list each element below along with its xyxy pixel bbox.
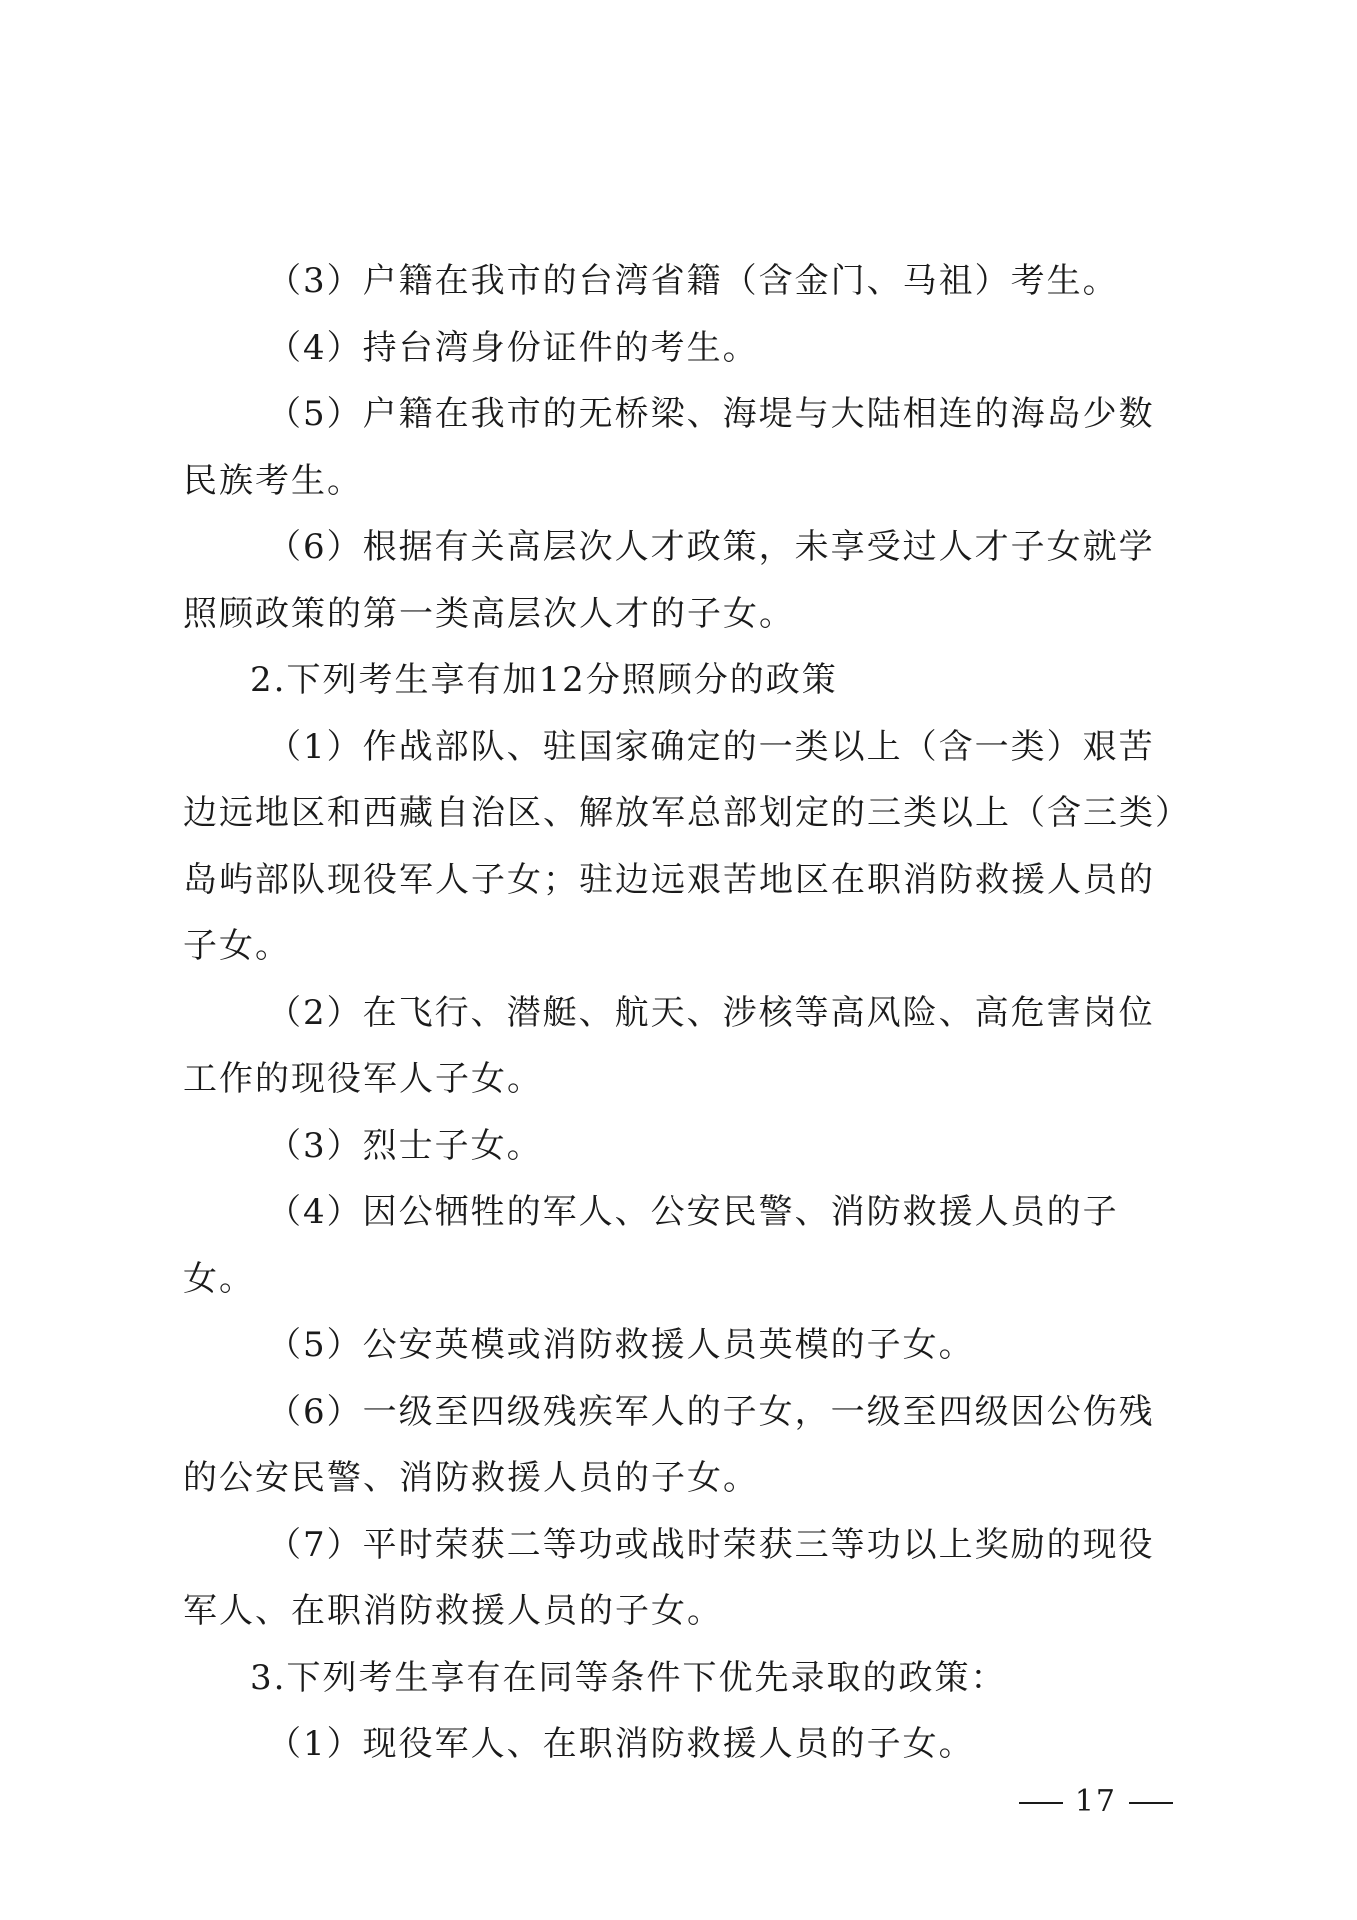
- paragraph-item-2-4: （4）因公牺牲的军人、公安民警、消防救援人员的子女。: [183, 1192, 1119, 1299]
- paragraph-item-3-1: （1）现役军人、在职消防救援人员的子女。: [267, 1724, 975, 1764]
- page-number-dash-right: [1129, 1802, 1173, 1804]
- document-body: [183, 248, 1183, 1778]
- page-number-footer: [0, 1784, 1357, 1819]
- paragraph-item-2-6: （6）一级至四级残疾军人的子女，一级至四级因公伤残的公安民警、消防救援人员的子女。: [183, 1391, 1155, 1498]
- paragraph-item-5: （5）户籍在我市的无桥梁、海堤与大陆相连的海岛少数民族考生。: [183, 394, 1155, 501]
- section-heading-3: 3.下列考生享有在同等条件下优先录取的政策：: [250, 1657, 1007, 1698]
- page-number-dash-left: [1019, 1802, 1063, 1804]
- paragraph-item-2-2: （2）在飞行、潜艇、航天、涉核等高风险、高危害岗位工作的现役军人子女。: [183, 992, 1155, 1099]
- paragraph-item-2-7: （7）平时荣获二等功或战时荣获三等功以上奖励的现役军人、在职消防救援人员的子女。: [183, 1524, 1155, 1631]
- section-heading-2: 2.下列考生享有加12分照顾分的政策: [250, 660, 838, 700]
- paragraph-item-2-1: （1）作战部队、驻国家确定的一类以上（含一类）艰苦边远地区和西藏自治区、解放军总部划定的三类以上（含三类）岛屿部队现役军人子女；驻边远艰苦地区在职消防救援人员的子女。: [183, 726, 1174, 966]
- paragraph-item-2-5: （5）公安英模或消防救援人员英模的子女。: [267, 1325, 975, 1365]
- page-number: 17: [1074, 1784, 1117, 1819]
- paragraph-item-6: （6）根据有关高层次人才政策，未享受过人才子女就学照顾政策的第一类高层次人才的子女。: [183, 527, 1155, 634]
- paragraph-item-3: （3）户籍在我市的台湾省籍（含金门、马祖）考生。: [267, 261, 1119, 301]
- paragraph-item-2-3: （3）烈士子女。: [267, 1125, 543, 1166]
- paragraph-item-4: （4）持台湾身份证件的考生。: [267, 327, 759, 368]
